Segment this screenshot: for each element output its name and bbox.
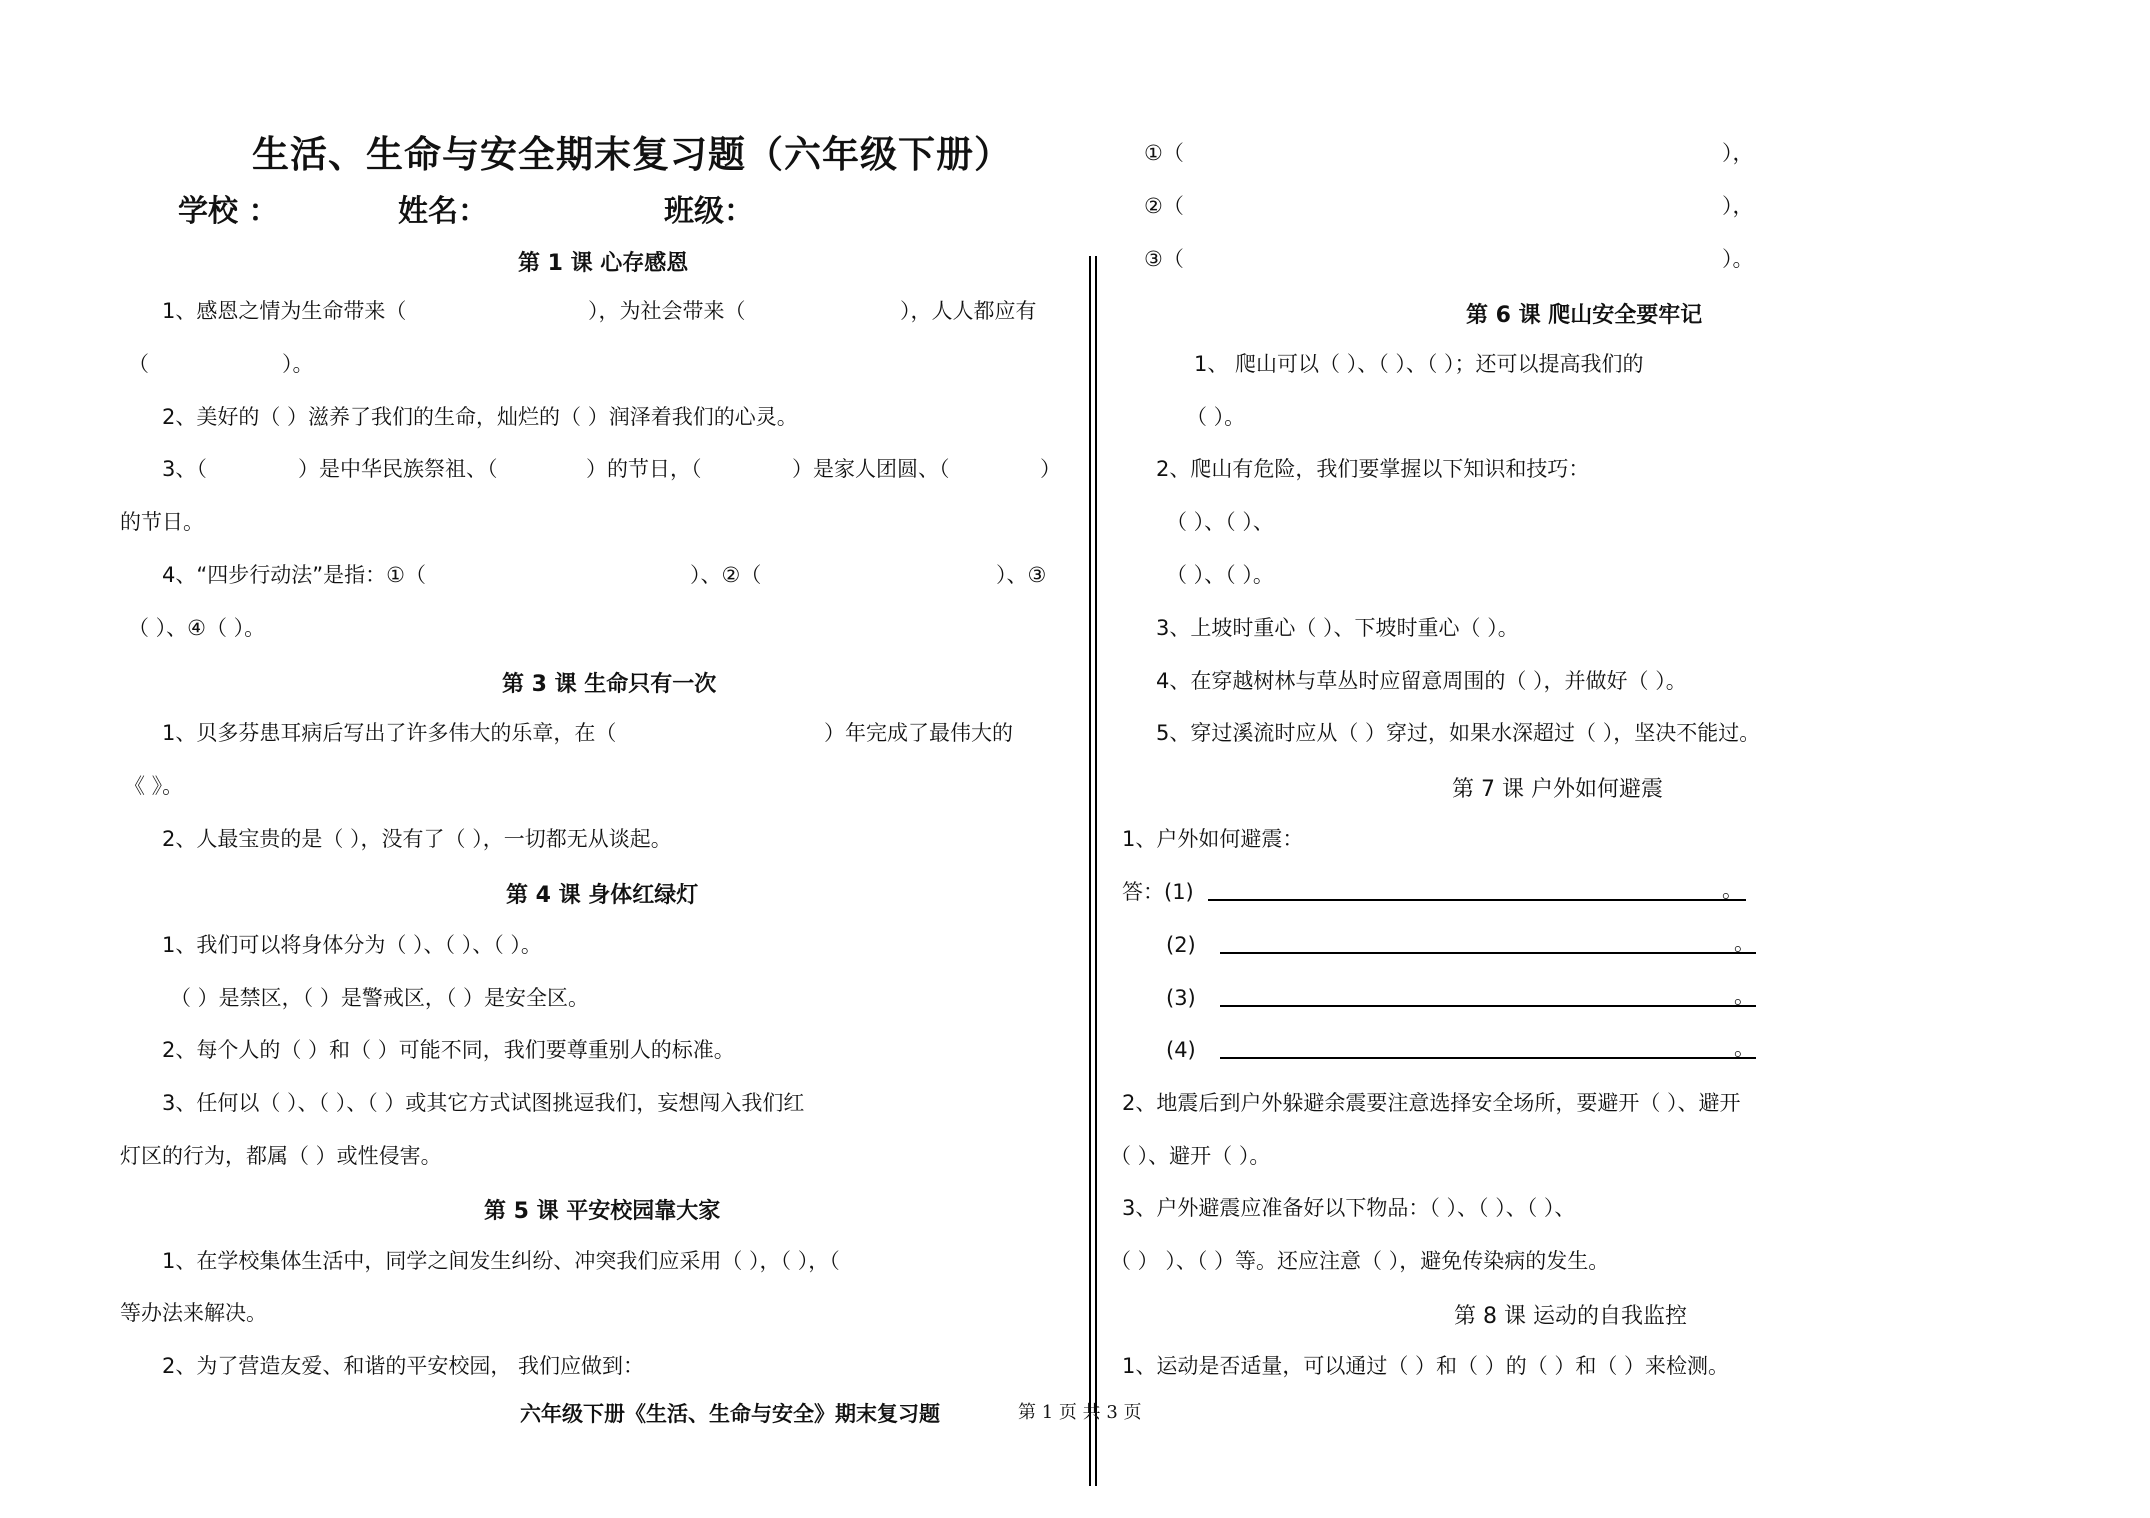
l7-answer-4-label: (4) <box>1166 1038 1196 1062</box>
l1-q4-part-d: （ ）、④（ ）。 <box>128 616 266 640</box>
l7-answer-2-label: (2) <box>1166 933 1196 957</box>
l7-answer-3-label: (3) <box>1166 986 1196 1010</box>
l1-q1-part-c: ），人人都应有 <box>900 299 1037 323</box>
l1-q3-part-d: ）是家人团圆、（ <box>792 457 950 481</box>
l6-q2-row-2: （ ）、（ ）。 <box>1166 563 1274 587</box>
l1-q3-part-f: 的节日。 <box>120 510 204 534</box>
l7-q1: 1、户外如何避震： <box>1122 827 1304 851</box>
l7-answer-3-period: 。 <box>1734 984 1755 1008</box>
l1-q2: 2、美好的（ ）滋养了我们的生命，灿烂的（ ）润泽着我们的心灵。 <box>162 405 798 429</box>
school-label: 学校 ： <box>178 194 279 229</box>
l7-answer-4-line[interactable] <box>1220 1036 1756 1059</box>
l7-q2-part-b: （ ）、避开（ ）。 <box>1110 1144 1271 1168</box>
page-title: 生活、生命与安全期末复习题（六年级下册） <box>252 133 1012 176</box>
l3-q1-part-b: ）年完成了最伟大的 <box>824 721 1013 745</box>
column-divider-right <box>1095 256 1097 1486</box>
r-item-3-end: ）。 <box>1722 247 1754 271</box>
r-item-3: ③（ <box>1144 247 1184 271</box>
l3-q1-part-c: 《 》。 <box>124 774 184 798</box>
l5-q1-part-a: 1、在学校集体生活中，同学之间发生纠纷、冲突我们应采用（ ），（ ），（ <box>162 1249 840 1273</box>
l1-q4-part-b: ）、②（ <box>690 563 762 587</box>
l6-q2-row-1: （ ）、（ ）、 <box>1166 510 1274 534</box>
footer-title: 六年级下册《生活、生命与安全》期末复习题 <box>520 1402 940 1426</box>
l7-q3-part-b: （ ） ）、（ ）等。还应注意（ ），避免传染病的发生。 <box>1110 1249 1610 1273</box>
name-label: 姓名： <box>398 194 488 229</box>
l7-answer-1-label: 答：(1) <box>1122 880 1194 904</box>
l7-q3-part-a: 3、户外避震应准备好以下物品：（ ）、（ ）、（ ）、 <box>1122 1196 1576 1220</box>
column-divider-left <box>1089 256 1091 1486</box>
r-item-2: ②（ <box>1144 194 1184 218</box>
l5-q1-part-b: 等办法来解决。 <box>120 1301 267 1325</box>
l1-q1-part-d: （ <box>128 352 149 376</box>
l6-q1-part-a: 1、 爬山可以（ ）、（ ）、（ ）；还可以提高我们的 <box>1194 352 1644 376</box>
l1-q3-part-c: ）的节日，（ <box>586 457 702 481</box>
l6-q3: 3、上坡时重心（ ）、下坡时重心（ ）。 <box>1156 616 1519 640</box>
lesson-1-title: 第 1 课 心存感恩 <box>518 251 689 276</box>
r-item-1: ①（ <box>1144 141 1184 165</box>
l7-answer-1-period: 。 <box>1722 878 1743 902</box>
l1-q3-part-e: ） <box>1040 457 1061 481</box>
l7-answer-2-period: 。 <box>1734 931 1755 955</box>
lesson-6-title: 第 6 课 爬山安全要牢记 <box>1466 303 1703 328</box>
l6-q5: 5、穿过溪流时应从（ ）穿过，如果水深超过（ ），坚决不能过。 <box>1156 721 1761 745</box>
r-item-2-end: ）， <box>1722 194 1754 218</box>
lesson-8-title: 第 8 课 运动的自我监控 <box>1454 1304 1687 1329</box>
l1-q4-part-c: ）、③ <box>996 563 1047 587</box>
l8-q1: 1、运动是否适量，可以通过（ ）和（ ）的（ ）和（ ）来检测。 <box>1122 1354 1730 1378</box>
l4-q1-part-a: 1、我们可以将身体分为（ ）、（ ）、（ ）。 <box>162 933 542 957</box>
l1-q3-part-a: 3、（ <box>162 457 207 481</box>
l1-q3-part-b: ）是中华民族祭祖、（ <box>298 457 498 481</box>
l4-q3-part-b: 灯区的行为，都属（ ）或性侵害。 <box>120 1144 442 1168</box>
l7-answer-3-line[interactable] <box>1220 984 1756 1007</box>
l1-q1-part-b: ），为社会带来（ <box>588 299 746 323</box>
class-label: 班级： <box>664 194 754 229</box>
l4-q2: 2、每个人的（ ）和（ ）可能不同，我们要尊重别人的标准。 <box>162 1038 735 1062</box>
l4-q1-part-b: （ ）是禁区，（ ）是警戒区，（ ）是安全区。 <box>170 986 590 1010</box>
l4-q3-part-a: 3、任何以（ ）、（ ）、（ ）或其它方式试图挑逗我们，妄想闯入我们红 <box>162 1091 805 1115</box>
l1-q1-part-e: ）。 <box>282 352 314 376</box>
l3-q2: 2、人最宝贵的是（ ），没有了（ ），一切都无从谈起。 <box>162 827 672 851</box>
lesson-3-title: 第 3 课 生命只有一次 <box>502 672 717 697</box>
l7-answer-2-line[interactable] <box>1220 931 1756 954</box>
l5-q2: 2、为了营造友爱、和谐的平安校园， 我们应做到： <box>162 1354 645 1378</box>
l6-q2: 2、爬山有危险，我们要掌握以下知识和技巧： <box>1156 457 1590 481</box>
l6-q4: 4、在穿越树林与草丛时应留意周围的（ ），并做好（ ）。 <box>1156 669 1687 693</box>
l6-q1-part-b: （ ）。 <box>1186 405 1246 429</box>
l7-answer-1-line[interactable] <box>1208 878 1746 901</box>
l7-q2-part-a: 2、地震后到户外躲避余震要注意选择安全场所，要避开（ ）、避开 <box>1122 1091 1741 1115</box>
page-number: 第 1 页 共 3 页 <box>1018 1402 1142 1423</box>
l7-answer-4-period: 。 <box>1734 1036 1755 1060</box>
lesson-4-title: 第 4 课 身体红绿灯 <box>506 883 699 908</box>
lesson-7-title: 第 7 课 户外如何避震 <box>1452 777 1663 802</box>
l1-q4-part-a: 4、“四步行动法”是指：①（ <box>162 563 426 587</box>
l3-q1-part-a: 1、贝多芬患耳病后写出了许多伟大的乐章，在（ <box>162 721 617 745</box>
lesson-5-title: 第 5 课 平安校园靠大家 <box>484 1199 721 1224</box>
r-item-1-end: ）， <box>1722 141 1754 165</box>
l1-q1-part-a: 1、感恩之情为生命带来（ <box>162 299 407 323</box>
